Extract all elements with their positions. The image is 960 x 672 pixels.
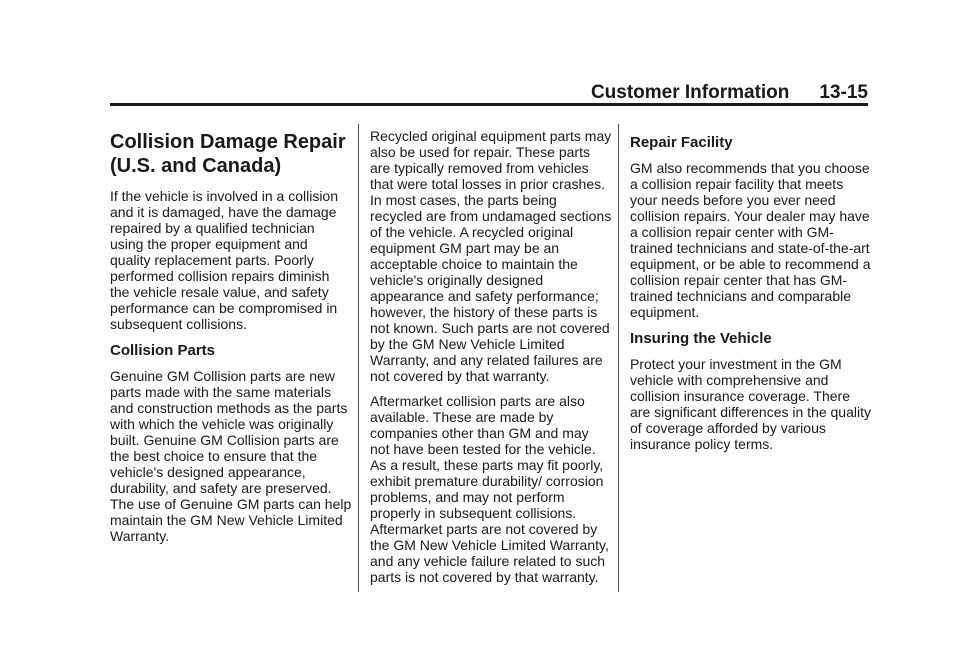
- section-title: Collision Damage Repair (U.S. and Canada): [110, 131, 346, 177]
- repair-facility-heading: Repair Facility: [630, 134, 733, 151]
- header-rule: [110, 103, 868, 106]
- column-3: [630, 124, 872, 461]
- page-header: [110, 82, 868, 104]
- column-2: [370, 124, 612, 594]
- page-number: 13-15: [819, 82, 868, 103]
- header-text: [591, 82, 868, 104]
- insuring-heading: Insuring the Vehicle: [630, 330, 772, 347]
- intro-paragraph: If the vehicle is involved in a collision and it is damaged, have the damage repaired by a qualified technician using the proper equipment and quality replacement parts. Poorly performed collision repairs diminish the vehicle resale value, and safety performance can be compromised in subsequent collisions.: [110, 188, 339, 332]
- collision-parts-heading: Collision Parts: [110, 342, 216, 359]
- insuring-paragraph: Protect your investment in the GM vehicle with comprehensive and collision insurance coverage. There are significant differences in the quality of coverage afforded by various insurance policy terms.: [630, 356, 871, 452]
- header-section-title: Customer Information: [590, 82, 790, 103]
- collision-parts-paragraph-2: Recycled original equipment parts may also be used for repair. These parts are typically removed from vehicles that were total losses in prior crashes. In most cases, the parts being recycled are from undamaged sections of the vehicle. A recycled original equipment GM part may be an acceptable choice to maintain the vehicle's originally designed appearance and safety performance; however, the history of these parts is not known. Such parts are not covered by the GM New Vehicle Limited Warranty, and any related failures are not covered by that warranty.: [370, 128, 612, 384]
- column-divider-2: [618, 124, 619, 592]
- column-divider-1: [358, 124, 359, 592]
- repair-facility-paragraph: GM also recommends that you choose a collision repair facility that meets your needs before you ever need collision repairs. Your dealer may have a collision repair center with GM-trained technicians and state-of-the-art equipment, or be able to recommend a collision repair center that has GM-trained technicians and comparable equipment.: [630, 160, 871, 320]
- collision-parts-paragraph-3: Aftermarket collision parts are also available. These are made by companies other than GM and may not have been tested for the vehicle. As a result, these parts may fit poorly, exhibit premature durability/ corrosion problems, and may not perform properly in subsequent collisions. Aftermarket parts are not covered by the GM New Vehicle Limited Warranty, and any vehicle failure related to such parts is not covered by that warranty.: [370, 393, 609, 585]
- column-1: [110, 124, 352, 553]
- collision-parts-paragraph-1: Genuine GM Collision parts are new parts made with the same materials and construction methods as the parts with which the vehicle was originally built. Genuine GM Collision parts are the best choice to ensure that the vehicle's designed appearance, durability, and safety are preserved. The use of Genuine GM parts can help maintain the GM New Vehicle Limited Warranty.: [110, 368, 352, 544]
